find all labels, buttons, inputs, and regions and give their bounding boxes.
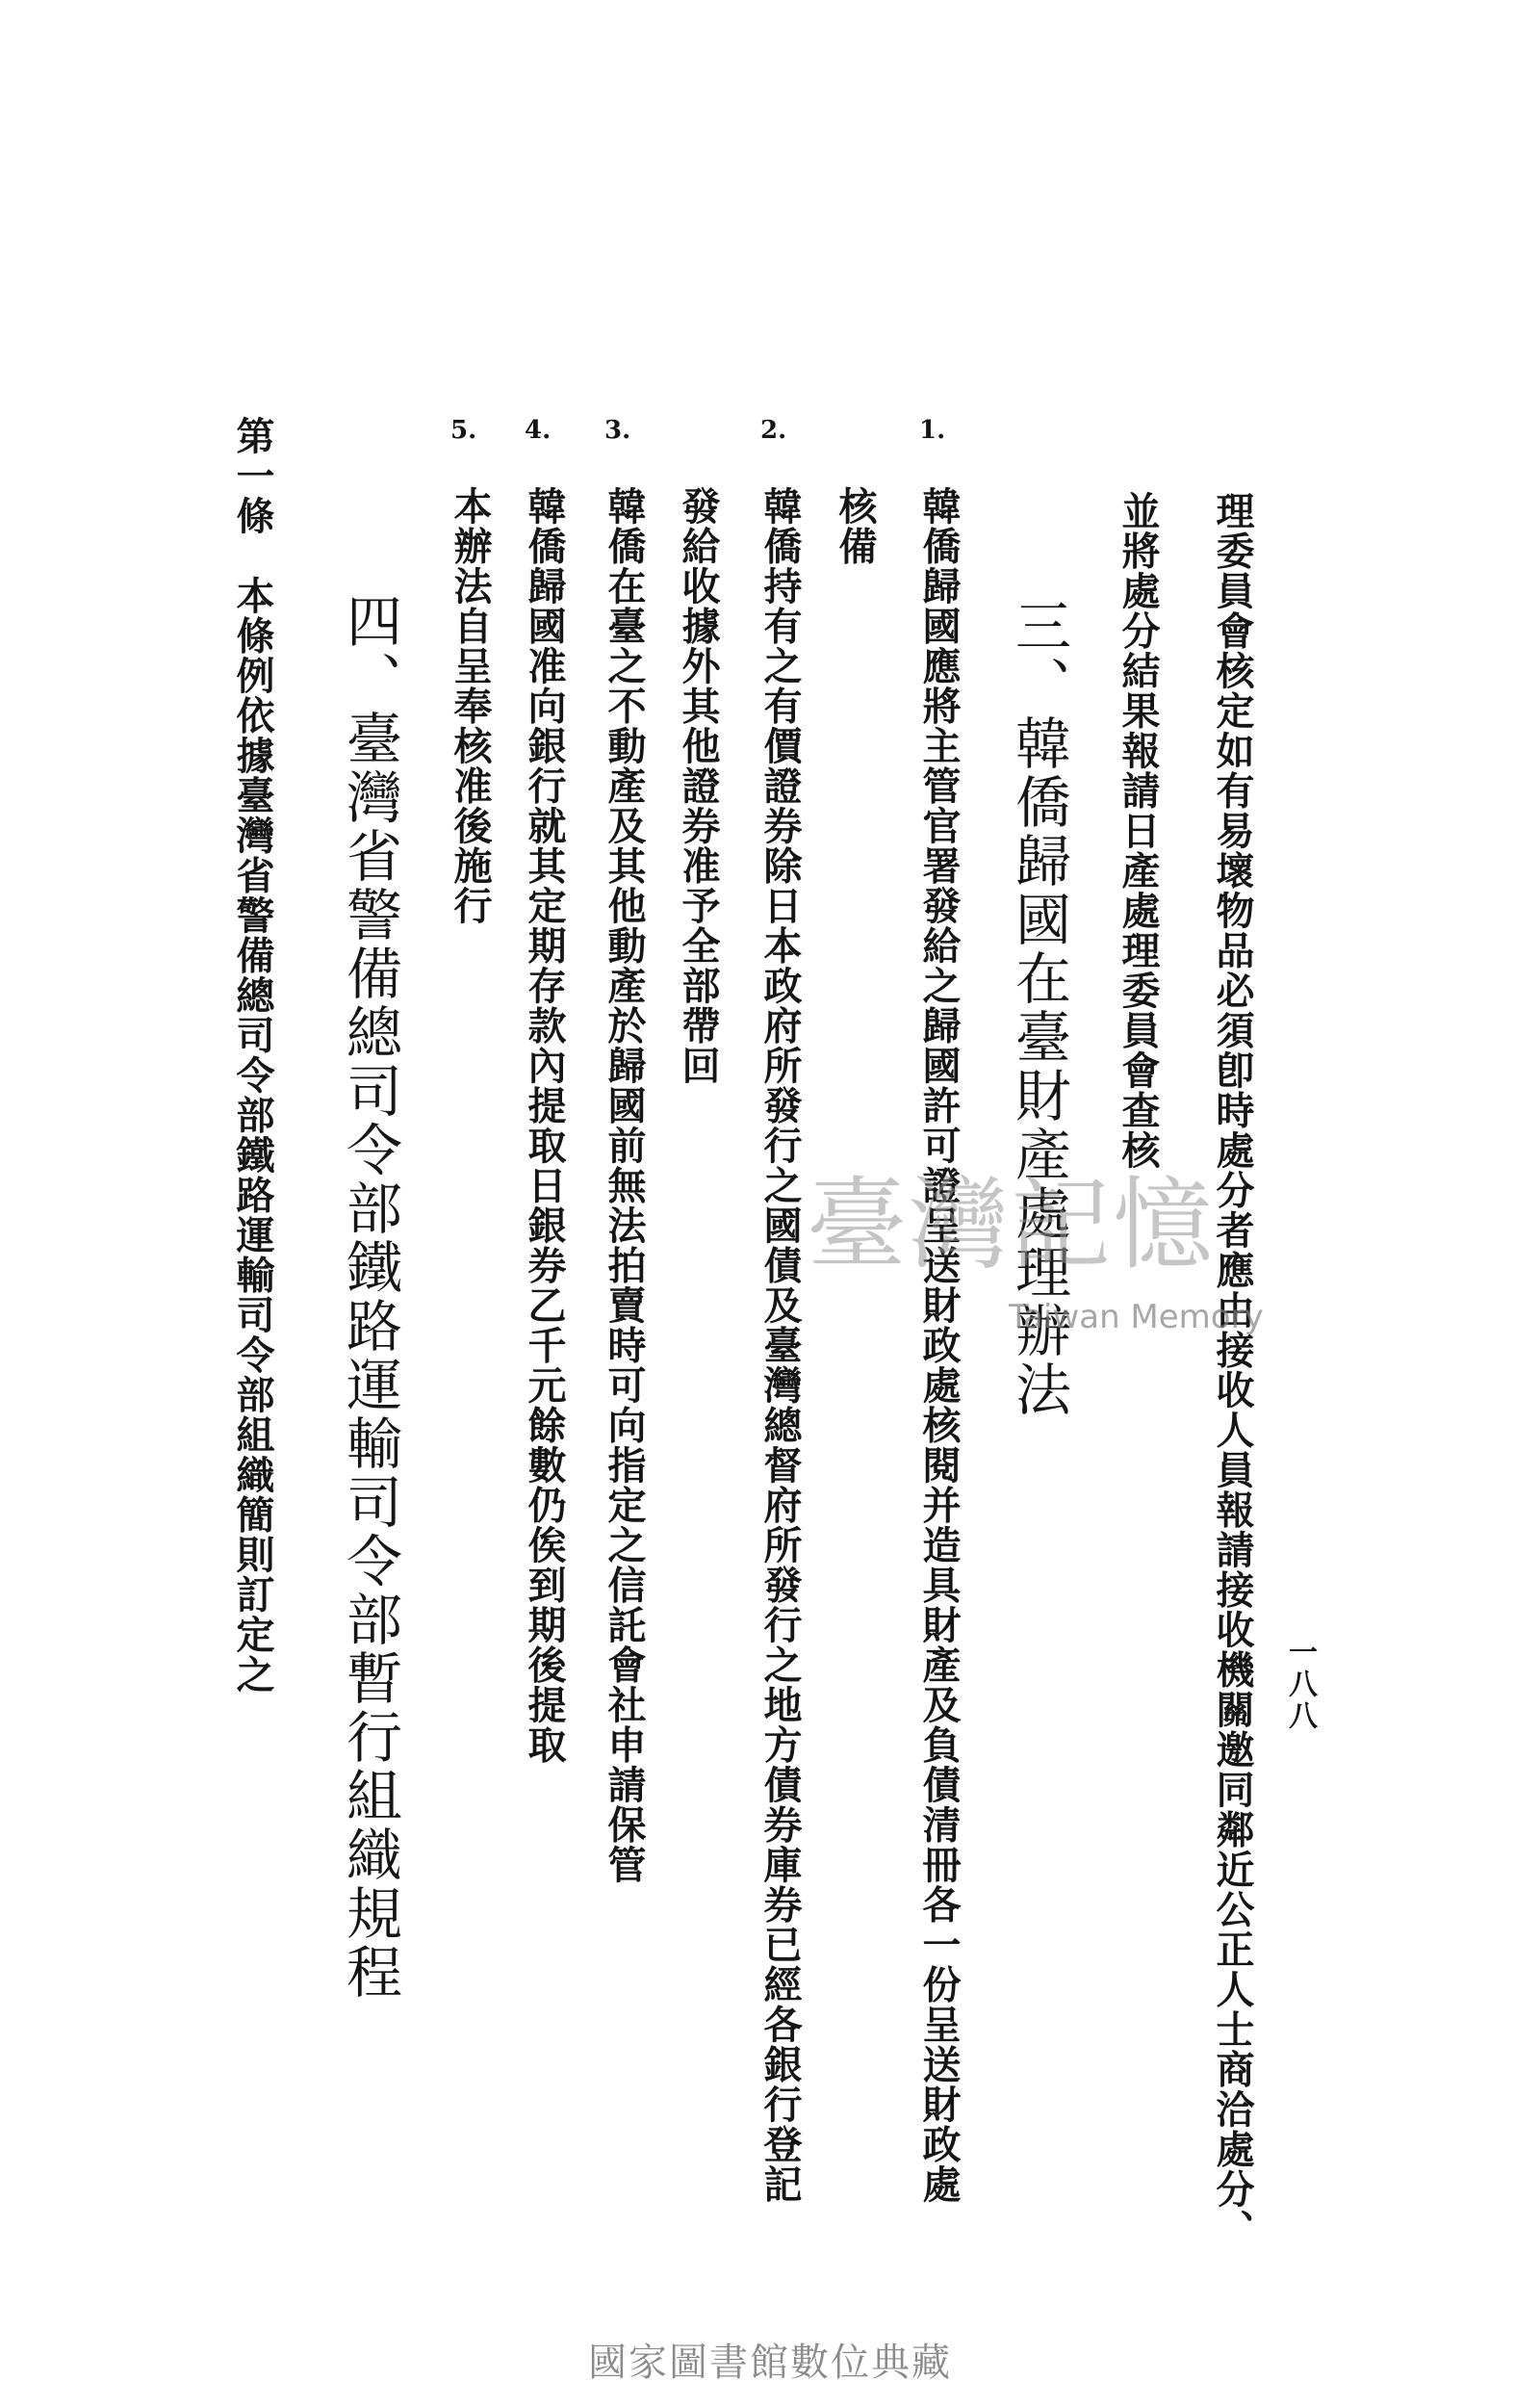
item-1-text-continued: 核備 <box>833 486 878 566</box>
text-column-continuation-1: 理委員會核定如有易壞物品必須卽時處分者應由接收人員報請接收機關邀同鄰近公正人士商洽處分、 <box>1210 491 1255 2249</box>
watermark-chinese: 臺灣記憶 <box>807 1166 1216 1283</box>
item-1-text: 韓僑歸國應將主管官署發給之歸國許可證呈送財政處核閱并造具財產及負債清冊各一份呈送財政處 <box>916 486 962 2205</box>
item-1-number: 1. <box>919 416 946 445</box>
page-number: 一八八 <box>1283 1637 1317 1732</box>
item-3-text: 韓僑在臺之不動產及其他動產於歸國前無法拍賣時可向指定之信託會社申請保管 <box>602 486 647 1885</box>
item-4-text: 韓僑歸國准向銀行就其定期存款內提取日銀券乙千元餘數仍俟到期後提取 <box>522 486 567 1765</box>
item-5-number: 5. <box>450 416 477 445</box>
item-2-text-continued: 發給收據外其他證券准予全部帶回 <box>676 486 721 1086</box>
item-2-text: 韓僑持有之有價證券除日本政府所發行之國債及臺灣總督府所發行之地方債券庫券已經各銀行登記 <box>757 486 803 2205</box>
item-5-text: 本辦法自呈奉核准後施行 <box>448 486 493 926</box>
article-one-text: 第一條 本條例依據臺灣省警備總司令部鐵路運輸司令部組織簡則訂定之 <box>230 416 275 1695</box>
item-3-number: 3. <box>604 416 631 445</box>
section-four-heading: 四、臺灣省警備總司令部鐵路運輸司令部暫行組織規程 <box>337 592 402 2002</box>
text-column-continuation-2: 並將處分結果報請日產處理委員會查核 <box>1116 491 1161 1171</box>
item-2-number: 2. <box>760 416 787 445</box>
watermark-english: Taiwan Memory <box>1009 1298 1264 1336</box>
section-three-heading: 三、韓僑歸國在臺財產處理辦法 <box>1006 597 1071 1419</box>
footer-caption: 國家圖書館數位典藏 <box>588 2341 952 2385</box>
item-4-number: 4. <box>525 416 552 445</box>
